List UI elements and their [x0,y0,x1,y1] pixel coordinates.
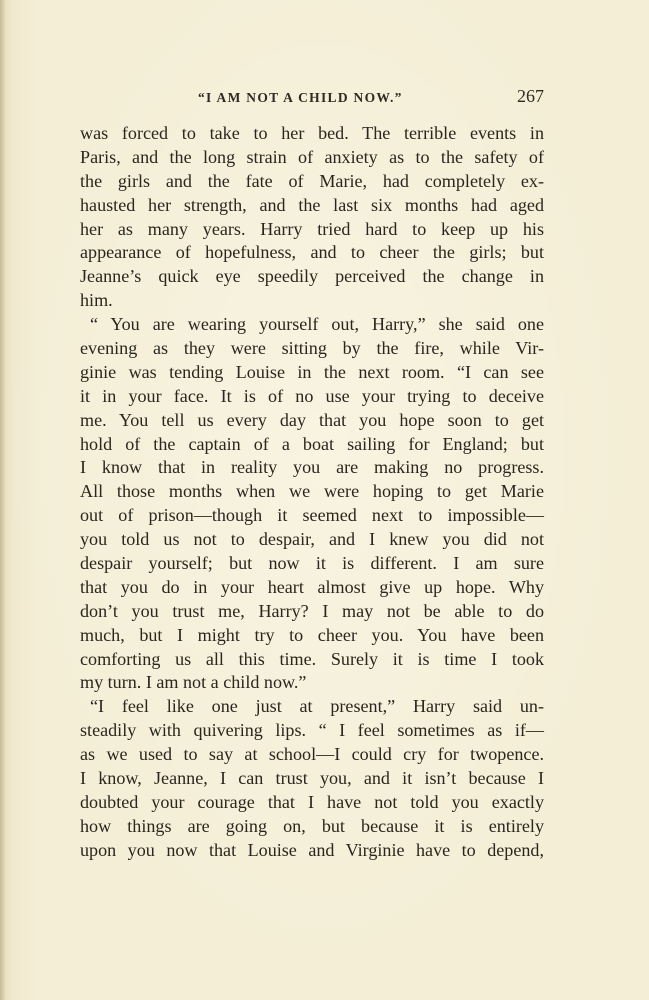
text-line: appearance of hopefulness, and to cheer the girls; but [80,242,544,263]
text-line: her as many years. Harry tried hard to keep up his [80,218,544,239]
text-line: I know that in reality you are making no progress. [80,457,544,478]
body-text [80,122,544,863]
text-line: as we used to say at school—I could cry for twopence. [80,744,544,765]
text-line: it in your face. It is of no use your trying to deceive [80,385,544,406]
text-line: hold of the captain of a boat sailing for England; but [80,433,544,454]
text-line: ginie was tending Louise in the next room. “I can see [80,361,544,382]
text-line: the girls and the fate of Marie, had completely ex- [80,170,544,191]
text-line: how things are going on, but because it is entirely [80,815,544,836]
text-line: out of prison—though it seemed next to impossible— [80,505,544,526]
text-line: Paris, and the long strain of anxiety as to the safety of [80,146,544,167]
text-line: All those months when we were hoping to get Marie [80,481,544,502]
text-line: doubted your courage that I have not told you exactly [80,791,544,812]
text-line: comforting us all this time. Surely it is time I took [80,648,544,669]
text-line: upon you now that Louise and Virginie have to depend, [80,839,544,860]
page-number: 267 [517,86,544,106]
text-line: don’t you trust me, Harry? I may not be able to do [80,600,544,621]
text-line: my turn. I am not a child now.” [80,672,307,693]
binding-gutter [0,0,6,1000]
text-line: “ You are wearing yourself out, Harry,” she said one [90,314,544,335]
text-line: Jeanne’s quick eye speedily perceived the change in [80,266,544,287]
text-line: I know, Jeanne, I can trust you, and it isn’t because I [80,768,544,789]
text-line: hausted her strength, and the last six months had aged [80,194,544,215]
text-line: was forced to take to her bed. The terrible events in [80,123,544,143]
page-header [80,86,544,114]
text-line: steadily with quivering lips. “ I feel sometimes as if— [80,720,544,741]
text-line: despair yourself; but now it is different. I am sure [80,553,544,574]
text-line: you told us not to despair, and I knew you did not [80,529,544,550]
text-line: evening as they were sitting by the fire, while Vir- [80,338,544,359]
text-line: me. You tell us every day that you hope soon to get [80,409,544,430]
running-title: “I AM NOT A CHILD NOW.” [198,90,403,105]
text-line: that you do in your heart almost give up hope. Why [80,576,544,597]
text-line: much, but I might try to cheer you. You have been [80,624,544,645]
text-line: him. [80,290,113,311]
text-line: “I feel like one just at present,” Harry said un- [90,696,544,717]
